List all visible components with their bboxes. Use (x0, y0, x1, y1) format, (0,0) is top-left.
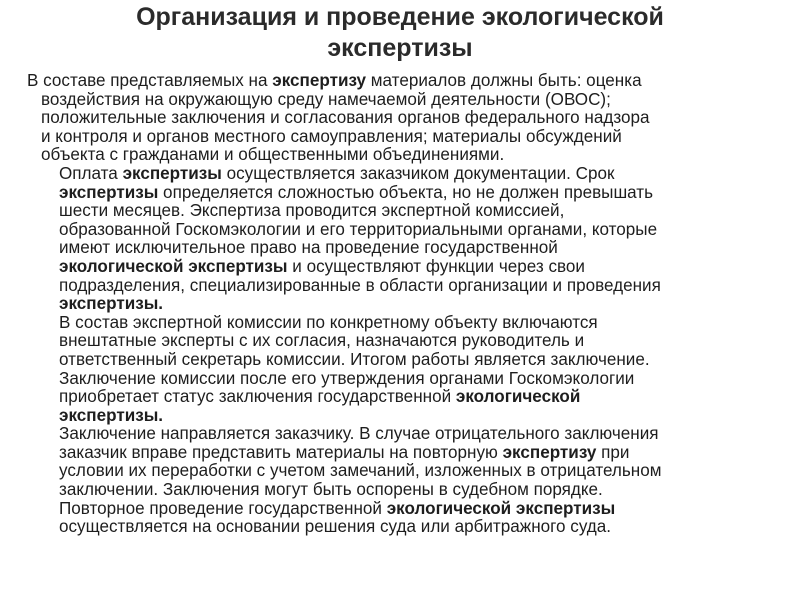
bold-term: экспертизы (122, 163, 222, 183)
text-line: ответственный секретарь комиссии. Итогом работы является заключение. (59, 349, 650, 369)
text-line (27, 295, 777, 314)
text-run: В составе представляемых на (27, 71, 273, 90)
bold-term: экспертизы (59, 182, 159, 202)
text-run: Оплата (59, 163, 123, 183)
text-line: шести месяцев. Экспертиза проводится экспертной комиссией, (59, 201, 565, 221)
text-run: осуществляется заказчиком документации. Срок (221, 163, 615, 183)
paragraph-1 (27, 72, 777, 165)
text-line: подразделения, специализированные в области организации и проведения (59, 275, 661, 295)
text-line (27, 72, 777, 91)
text-line: В состав экспертной комиссии по конкретному объекту включаются (59, 312, 598, 332)
text-run: приобретает статус заключения государственной (59, 387, 456, 407)
bold-term: экспертизы. (59, 405, 164, 425)
text-run: при (596, 442, 630, 462)
text-line (27, 184, 777, 203)
title-line-1: Организация и проведение экологической (136, 3, 664, 31)
text-line (27, 165, 777, 184)
paragraph-2 (27, 165, 777, 314)
bold-term: экспертизу (502, 442, 597, 462)
paragraph-3 (27, 314, 777, 426)
text-line: положительные заключения и согласования органов федерального надзора (41, 108, 650, 128)
slide-body (27, 72, 777, 537)
text-run: заказчик вправе представить материалы на повторную (59, 442, 503, 462)
text-line: заключении. Заключения могут быть оспорены в судебном порядке. (59, 480, 603, 500)
text-line: осуществляется на основании решения суда или арбитражного суда. (59, 517, 612, 537)
text-line: внештатные эксперты с их согласия, назначаются руководитель и (59, 331, 585, 351)
text-line: объекта с гражданами и общественными объединениями. (41, 145, 505, 165)
bold-term: экспертизу (272, 71, 367, 90)
bold-term: экологической экспертизы (59, 256, 288, 276)
text-line: и контроля и органов местного самоуправления; материалы обсуждений (41, 126, 622, 146)
title-line-2: экспертизы (327, 34, 473, 62)
text-line: условии их переработки с учетом замечаний, изложенных в отрицательном (59, 461, 662, 481)
text-line: имеют исключительное право на проведение государственной (59, 238, 558, 258)
text-line (27, 444, 777, 463)
bold-term: экологической (455, 387, 581, 407)
text-line: образованной Госкомэкологии и его территориальными органами, которые (59, 219, 658, 239)
text-line (27, 258, 777, 277)
text-line (27, 407, 777, 426)
text-line: Заключение направляется заказчику. В случае отрицательного заключения (59, 424, 659, 444)
text-run: и осуществляют функции через свои (287, 256, 585, 276)
text-line: воздействия на окружающую среду намечаемой деятельности (ОВОС); (41, 89, 611, 109)
text-line: Заключение комиссии после его утверждения органами Госкомэкологии (59, 368, 635, 388)
paragraph-4 (27, 425, 777, 537)
text-run: определяется сложностью объекта, но не должен превышать (158, 182, 654, 202)
text-line (27, 388, 777, 407)
text-run: Повторное проведение государственной (59, 498, 387, 518)
text-line (27, 500, 777, 519)
bold-term: экологической экспертизы (386, 498, 616, 518)
text-run: материалов должны быть: оценка (366, 71, 642, 90)
slide-title (0, 2, 800, 64)
bold-term: экспертизы. (59, 294, 164, 314)
